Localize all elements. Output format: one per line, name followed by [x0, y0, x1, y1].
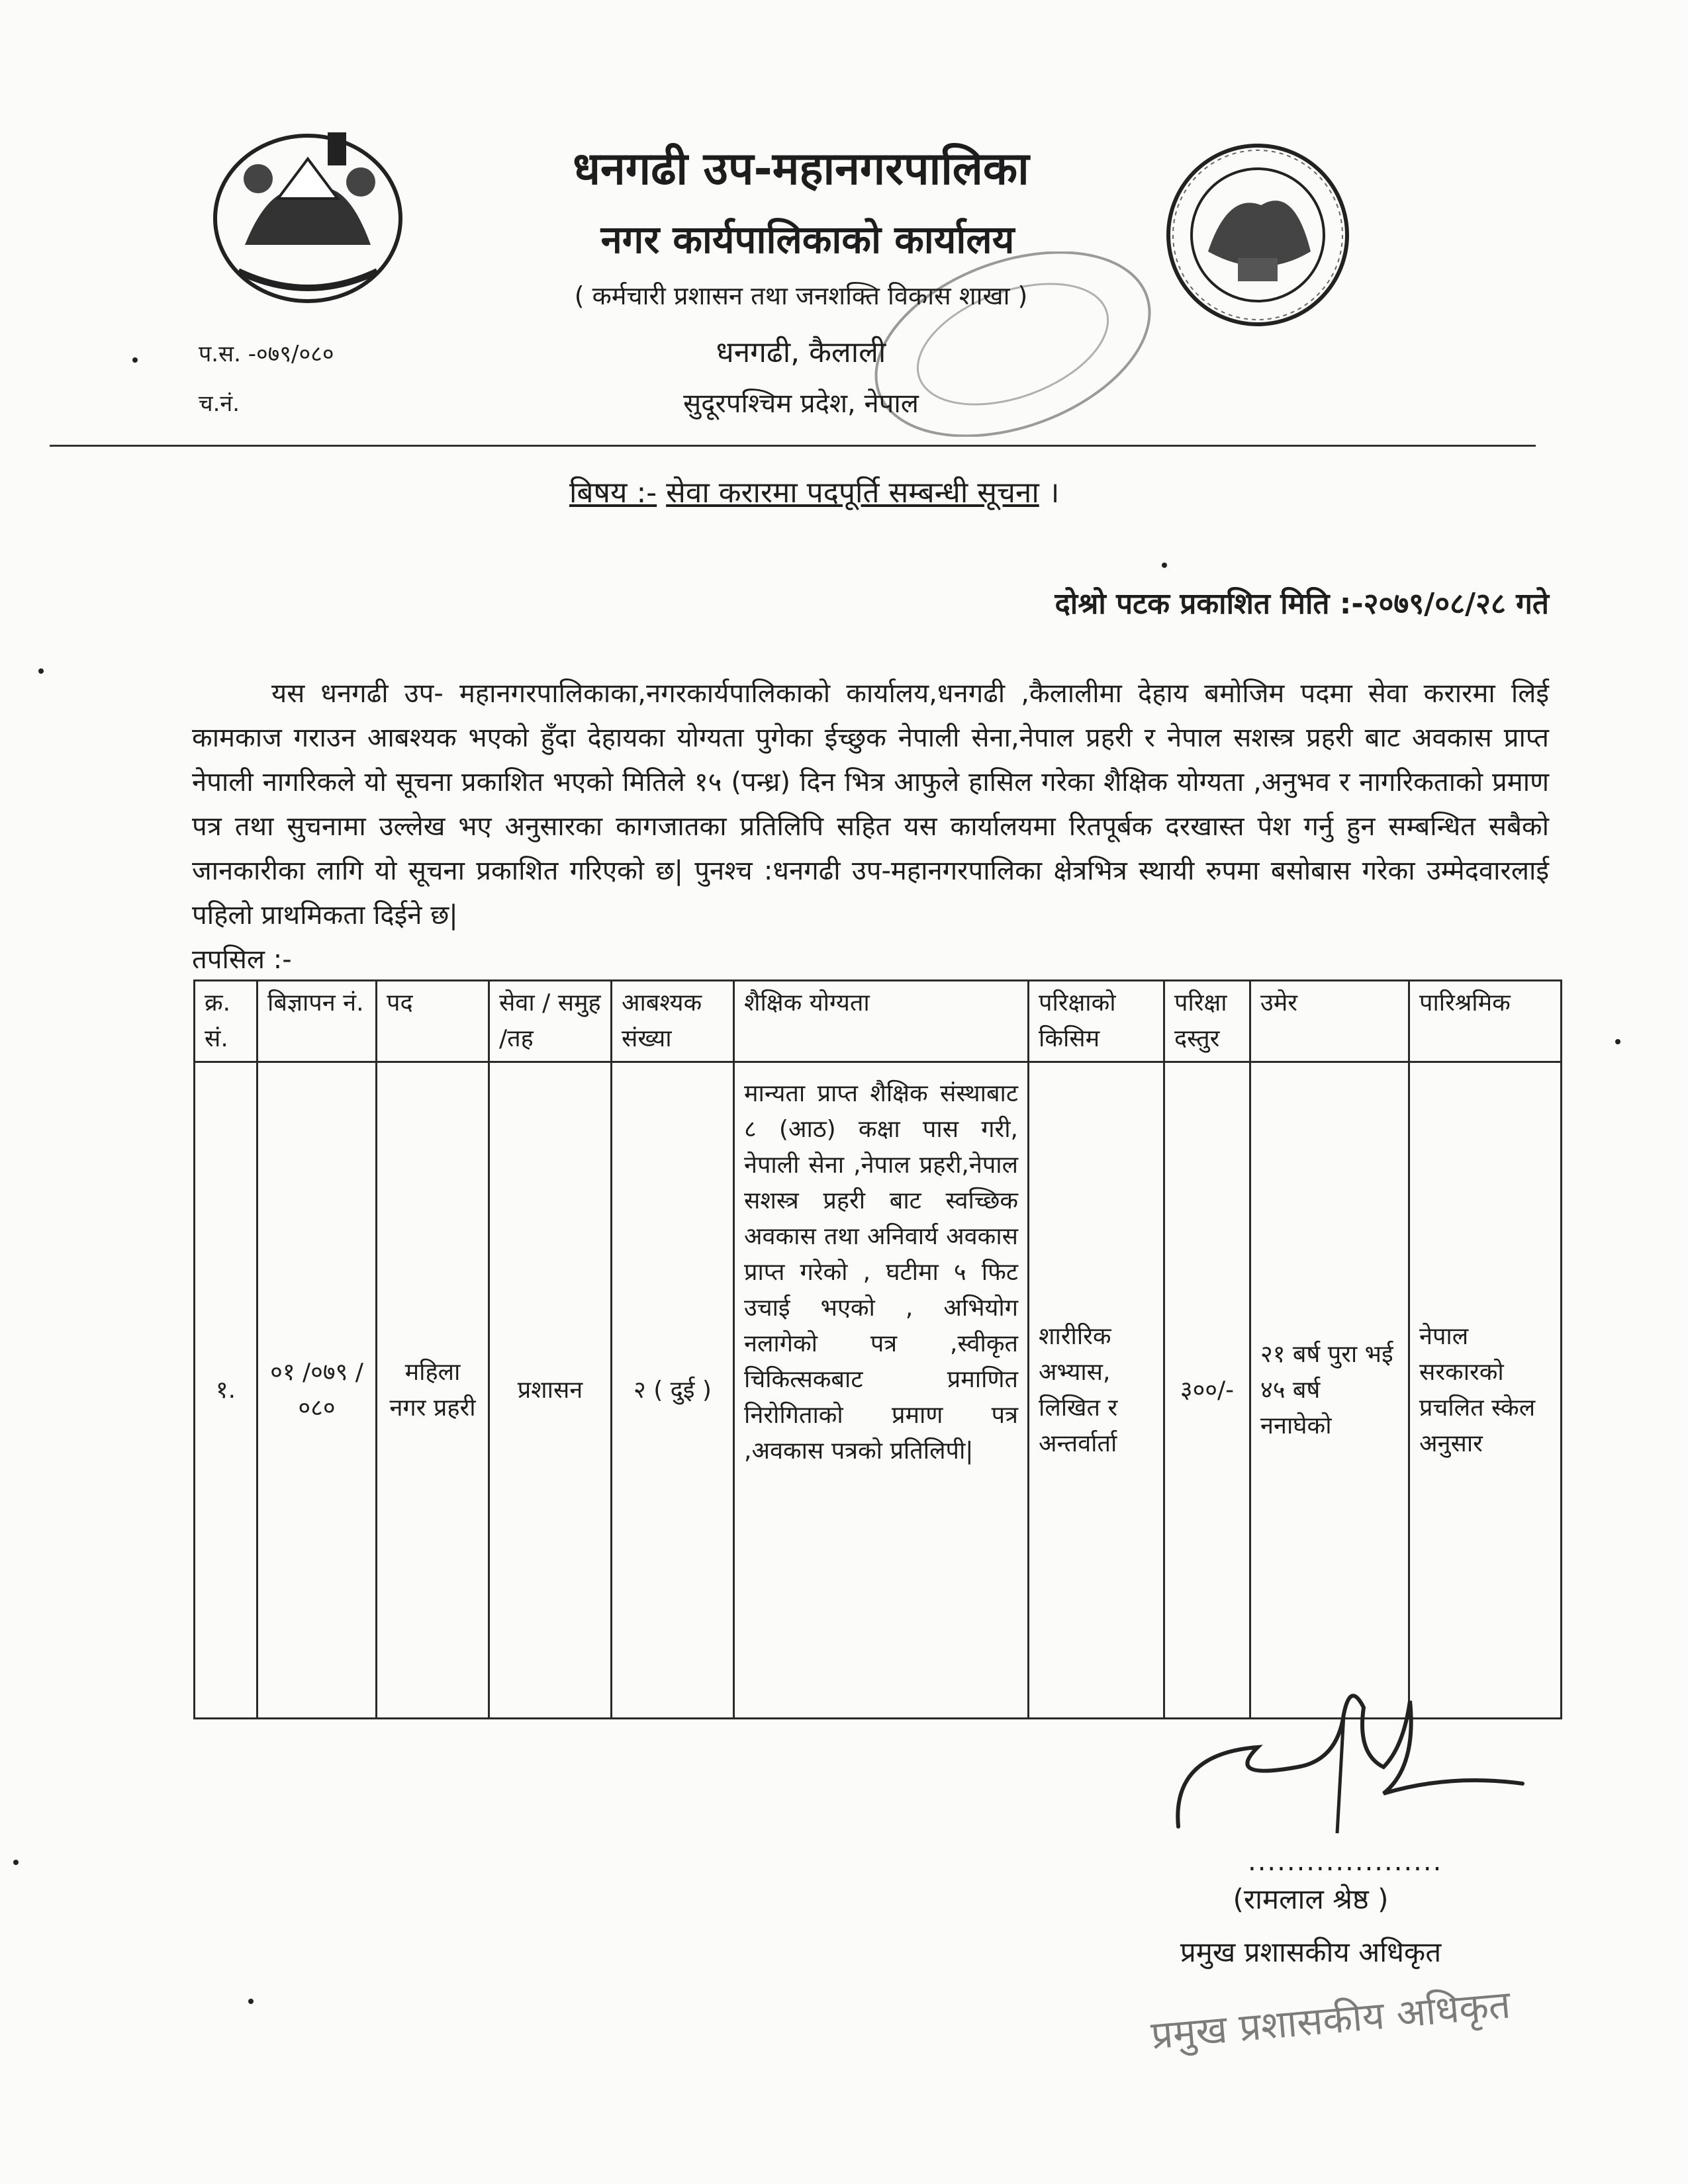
cell-salary: नेपाल सरकारको प्रचलित स्केल अनुसार — [1409, 1062, 1562, 1719]
section-name: ( कर्मचारी प्रशासन तथा जनशक्ति विकास शाखा ) — [574, 281, 1028, 310]
header-ad-no: बिज्ञापन नं. — [258, 981, 377, 1062]
header-service: सेवा / समुह /तह — [489, 981, 612, 1062]
office-name: नगर कार्यपालिकाको कार्यालय — [600, 217, 1015, 262]
cell-service: प्रशासन — [489, 1062, 612, 1719]
cell-sn: १. — [195, 1062, 258, 1719]
header-salary: पारिश्रमिक — [1409, 981, 1562, 1062]
signatory-title: प्रमुख प्रशासकीय अधिकृत — [1180, 1936, 1442, 1968]
header-count: आबश्यक संख्या — [612, 981, 734, 1062]
cell-age: २१ बर्ष पुरा भई ४५ बर्ष ननाघेको — [1250, 1062, 1409, 1719]
signatory-name: (रामलाल श्रेष्ठ ) — [1233, 1883, 1389, 1915]
table-header-row — [195, 981, 1562, 1062]
cell-exam-type: शारीरिक अभ्यास, लिखित र अन्तर्वार्ता — [1029, 1062, 1164, 1719]
scan-speck — [1615, 1039, 1620, 1044]
subject-prefix: बिषय :- — [569, 476, 657, 510]
table-row — [195, 1062, 1562, 1719]
nepal-emblem-icon — [199, 119, 417, 318]
cell-post: महिला नगर प्रहरी — [377, 1062, 489, 1719]
subject-mark: । — [1048, 476, 1060, 510]
handwritten-signature — [1165, 1668, 1536, 1840]
header-exam-type: परिक्षाको किसिम — [1029, 981, 1164, 1062]
cell-fee: ३००/- — [1164, 1062, 1250, 1719]
header-post: पद — [377, 981, 489, 1062]
ps-number: प.स. -०७९/०८० — [199, 341, 334, 367]
cell-count: २ ( दुई ) — [612, 1062, 734, 1719]
scan-speck — [38, 668, 44, 674]
cha-number: च.नं. — [199, 390, 240, 417]
vacancy-table — [193, 979, 1562, 1719]
cell-ad-no: ०१ /०७९ /०८० — [258, 1062, 377, 1719]
province-name: सुदूरपश्चिम प्रदेश, नेपाल — [683, 388, 919, 419]
header-age: उमेर — [1250, 981, 1409, 1062]
header-sn: क्र. सं. — [195, 981, 258, 1062]
scan-speck — [13, 1860, 19, 1865]
body-text: यस धनगढी उप- महानगरपालिकाका,नगरकार्यपालिकाको कार्यालय,धनगढी ,कैलालीमा देहाय बमोजिम पदमा सेवा करारमा लिई कामकाज गराउन आबश्यक भएको हुँदा देहायका योग्यता पुगेका ईच्छुक नेपाली सेना,नेपाल प्रहरी र नेपाल सशस्त्र प्रहरी बाट अवकास प्राप्त नेपाली नागरिकले यो सूचना प्रकाशित भएको मितिले १५ (पन्ध्र) दिन भित्र आफुले हासिल गरेका शैक्षिक योग्यता ,अनुभव र नागरिकताको प्रमाण पत्र तथा सुचनामा उल्लेख भए अनुसारका कागजातका प्रतिलिपि सहित यस कार्यालयमा रितपूर्बक दरखास्त पेश गर्नु हुन सम्बन्धित सबैको जानकारीका लागि यो सूचना प्रकाशित गरिएको छ| पुनश्च :धनगढी उप-महानगरपालिका क्षेत्रभित्र स्थायी रुपमा बसोबास गरेका उम्मेदवारलाई पहिलो प्राथमिकता दिईने छ| — [192, 678, 1549, 931]
signature-dots: .................... — [1248, 1846, 1443, 1877]
scan-speck — [1162, 563, 1167, 568]
publish-date: दोश्रो पटक प्रकाशित मिति :-२०७९/०८/२८ गते — [1055, 587, 1549, 621]
tapasil-label: तपसिल :- — [192, 944, 292, 975]
header-fee: परिक्षा दस्तुर — [1164, 981, 1250, 1062]
organization-name: धनगढी उप-महानगरपालिका — [573, 143, 1029, 195]
header-divider — [50, 445, 1536, 447]
body-paragraph — [192, 672, 1549, 938]
cell-qualification: मान्यता प्राप्त शैक्षिक संस्थाबाट ८ (आठ) कक्षा पास गरी, नेपाली सेना ,नेपाल प्रहरी,नेपाल सशस्त्र प्रहरी बाट स्वच्छिक अवकास तथा अनिवार्य अवकास प्राप्त गरेको , घटीमा ५ फिट उचाई भएको , अभियोग नलागेको पत्र ,स्वीकृत चिकित्सकबाट प्रमाणित निरोगिताको प्रमाण पत्र ,अवकास पत्रको प्रतिलिपी| — [734, 1062, 1029, 1719]
municipality-seal-icon — [1162, 139, 1354, 331]
city-name: धनगढी, कैलाली — [716, 336, 886, 369]
title-stamp: प्रमुख प्रशासकीय अधिकृत — [1149, 1981, 1513, 2058]
header-qualification: शैक्षिक योग्यता — [734, 981, 1029, 1062]
subject-text: सेवा करारमा पदपूर्ति सम्बन्धी सूचना — [666, 476, 1039, 510]
subject-line — [569, 471, 1165, 511]
scan-speck — [248, 1999, 254, 2004]
scan-speck — [132, 357, 138, 363]
